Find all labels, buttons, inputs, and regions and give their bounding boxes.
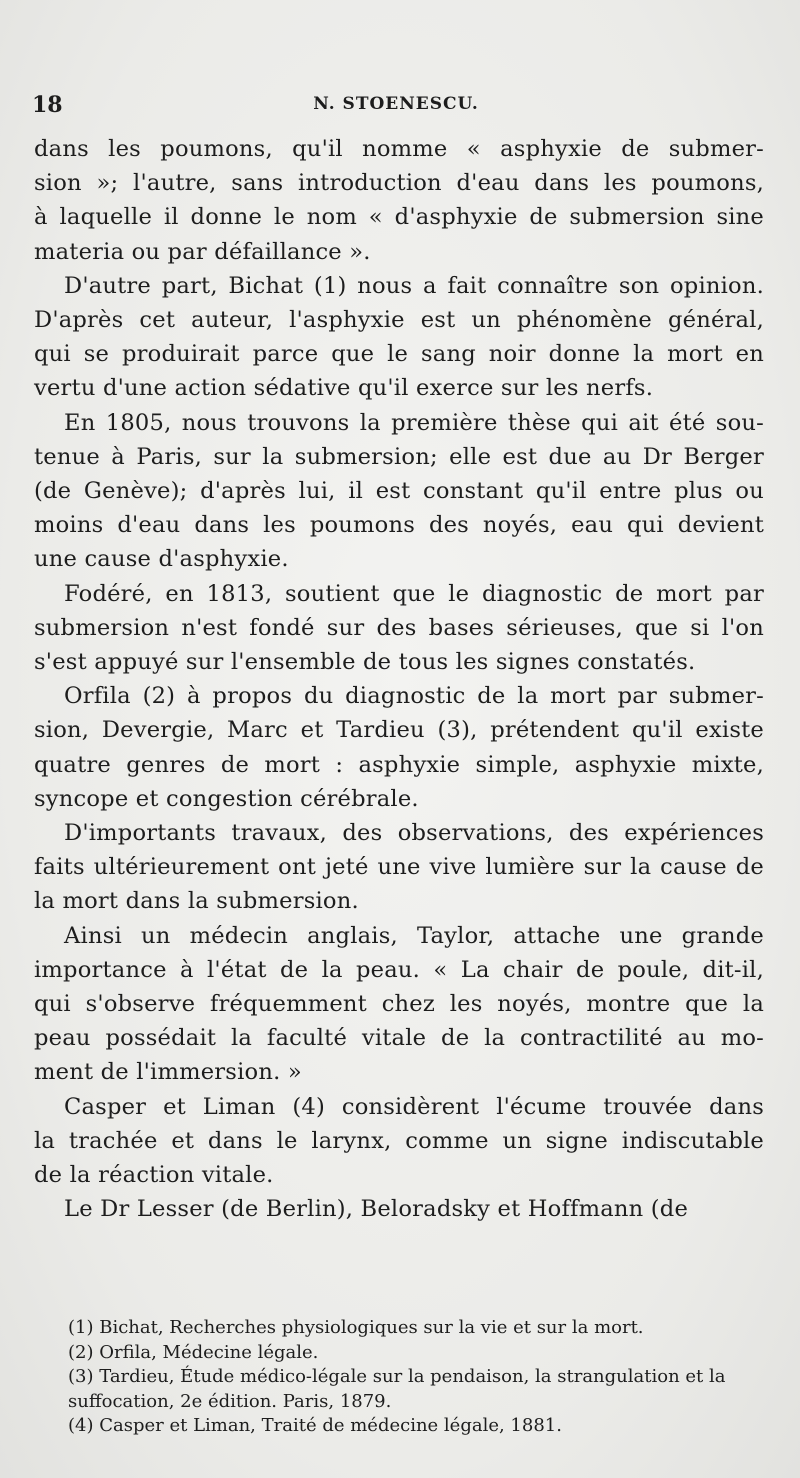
paragraph — [34, 132, 764, 269]
footnotes — [40, 1316, 764, 1439]
footnote — [40, 1341, 764, 1366]
text-line: importance à l'état de la peau. « La chair de poule, dit-il, — [34, 956, 764, 983]
text-line: une cause d'asphyxie. — [34, 546, 289, 573]
text-line: qui se produirait parce que le sang noir donne la mort en — [34, 341, 764, 368]
running-head: N. STOENESCU. — [313, 94, 479, 114]
paragraph — [34, 1090, 764, 1193]
text-line: Fodéré, en 1813, soutient que le diagnostic de mort par — [64, 580, 764, 607]
footnote-marker: (3) — [68, 1366, 94, 1387]
text-line: vertu d'une action sédative qu'il exerce sur les nerfs. — [34, 375, 654, 402]
page-number: 18 — [32, 92, 63, 118]
footnote — [40, 1316, 764, 1341]
paragraph — [34, 816, 764, 919]
text-line: syncope et congestion cérébrale. — [34, 785, 419, 812]
paragraph — [34, 919, 764, 1090]
text-line: En 1805, nous trouvons la première thèse qui ait été sou- — [64, 409, 764, 436]
text-line: D'autre part, Bichat (1) nous a fait connaître son opinion. — [64, 272, 764, 299]
footnote-marker: (2) — [68, 1341, 94, 1363]
footnote — [40, 1414, 764, 1439]
text-line: materia ou par défaillance ». — [34, 238, 371, 265]
text-line: de la réaction vitale. — [34, 1162, 274, 1189]
text-line: sion »; l'autre, sans introduction d'eau dans les poumons, — [34, 170, 764, 197]
text-line: quatre genres de mort : asphyxie simple, asphyxie mixte, — [34, 751, 764, 778]
footnote-text: Bichat, Recherches physiologiques sur la vie et sur la mort. — [93, 1317, 644, 1338]
text-line: Orfila (2) à propos du diagnostic de la mort par submer- — [64, 683, 764, 710]
paragraph — [34, 406, 764, 577]
text-line: sion, Devergie, Marc et Tardieu (3), prétendent qu'il existe — [34, 717, 764, 744]
text-line: à laquelle il donne le nom « d'asphyxie de submersion sine — [34, 204, 764, 231]
text-line: la trachée et dans le larynx, comme un signe indiscutable — [34, 1127, 764, 1154]
text-line: (de Genève); d'après lui, il est constant qu'il entre plus ou — [34, 478, 764, 505]
footnote-text: Tardieu, Étude médico-légale sur la pendaison, la strangulation et la suffocation, 2e édition. Paris, 1879. — [68, 1366, 726, 1412]
footnote-marker: (4) — [68, 1415, 94, 1436]
text-line: dans les poumons, qu'il nomme « asphyxie de submer- — [34, 136, 764, 162]
footnote-marker: (1) — [68, 1317, 94, 1338]
paragraph — [34, 1192, 764, 1226]
paragraph — [34, 269, 764, 406]
text-line: qui s'observe fréquemment chez les noyés, montre que la — [34, 991, 764, 1018]
footnote — [40, 1365, 764, 1414]
body-text — [34, 132, 764, 1227]
text-line: la mort dans la submersion. — [34, 888, 359, 915]
text-line: Ainsi un médecin anglais, Taylor, attache une grande — [64, 922, 764, 949]
page-header — [32, 92, 760, 128]
text-line: submersion n'est fondé sur des bases sérieuses, que si l'on — [34, 614, 764, 641]
text-line: s'est appuyé sur l'ensemble de tous les signes constatés. — [34, 649, 696, 676]
footnote-text: Orfila, Médecine légale. — [93, 1341, 319, 1363]
text-line: Le Dr Lesser (de Berlin), Beloradsky et Hoffmann (de — [64, 1196, 689, 1223]
text-line: faits ultérieurement ont jeté une vive lumière sur la cause de — [34, 854, 764, 881]
text-line: Casper et Liman (4) considèrent l'écume trouvée dans — [64, 1093, 764, 1120]
text-line: moins d'eau dans les poumons des noyés, eau qui devient — [34, 512, 764, 539]
text-line: tenue à Paris, sur la submersion; elle est due au Dr Berger — [34, 443, 764, 470]
text-line: D'importants travaux, des observations, des expériences — [64, 820, 764, 847]
footnote-text: Casper et Liman, Traité de médecine légale, 1881. — [93, 1415, 562, 1436]
text-line: ment de l'immersion. » — [34, 1059, 302, 1086]
paragraph — [34, 577, 764, 680]
paragraph — [34, 679, 764, 816]
text-line: peau possédait la faculté vitale de la contractilité au mo- — [34, 1025, 764, 1052]
text-line: D'après cet auteur, l'asphyxie est un phénomène général, — [34, 307, 764, 334]
